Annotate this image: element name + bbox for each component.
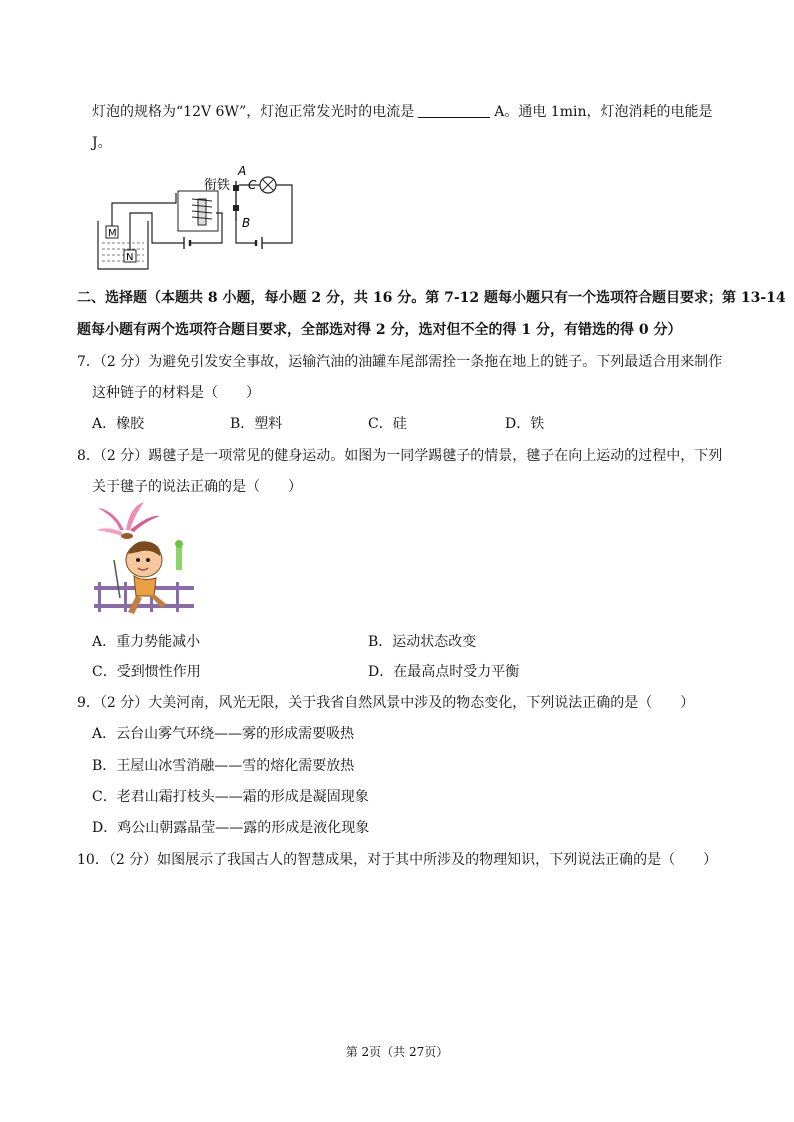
- q10-stem-line-1: 10．（2 分）如图展示了我国古人的智慧成果，对于其中所涉及的物理知识，下列说法正确的是（ ）: [77, 852, 718, 868]
- intro-text-a: 灯泡的规格为“12V 6W”，灯泡正常发光时的电流是: [92, 104, 415, 120]
- label-b: B: [242, 216, 251, 230]
- q8-stem-line-1: 8．（2 分）踢毽子是一项常见的健身运动。如图为一同学踢毽子的情景，毽子在向上运动的过程中，下列: [77, 448, 723, 464]
- q8-option-c[interactable]: C．受到惯性作用: [92, 664, 201, 680]
- q9-option-a[interactable]: A．云台山雾气环绕——雾的形成需要吸热: [92, 726, 355, 742]
- q9-option-d[interactable]: D．鸡公山朝露晶莹——露的形成是液化现象: [92, 820, 370, 836]
- shuttlecock-kicking-illustration: [94, 500, 194, 620]
- q7-stem-line-2: 这种链子的材料是（ ）: [92, 385, 260, 401]
- answer-blank[interactable]: [418, 103, 490, 118]
- label-armature: 衔铁: [204, 178, 231, 193]
- q8-option-a[interactable]: A．重力势能减小: [92, 634, 201, 650]
- q9-stem-line-1: 9．（2 分）大美河南，风光无限，关于我省自然风景中涉及的物态变化，下列说法正确的是（ ）: [77, 695, 695, 711]
- section2-heading-line-1: 二、选择题（本题共 8 小题，每小题 2 分，共 16 分。第 7-12 题每小题只有一个选项符合题目要求；第 13-14: [77, 290, 786, 306]
- q8-option-b[interactable]: B．运动状态改变: [368, 634, 477, 650]
- q7-option-b[interactable]: B．塑料: [230, 416, 283, 432]
- page-footer: 第 2页（共 27页）: [345, 1045, 449, 1059]
- intro-line-1: [92, 102, 713, 122]
- q7-option-c[interactable]: C．硅: [368, 416, 407, 432]
- q7-option-d[interactable]: D．铁: [505, 416, 545, 432]
- label-a: A: [238, 164, 247, 178]
- q8-stem-line-2: 关于毽子的说法正确的是（ ）: [92, 479, 302, 495]
- q7-stem-line-1: 7．（2 分）为避免引发安全事故，运输汽油的油罐车尾部需拴一条拖在地上的链子。下列最适合用来制作: [77, 354, 723, 370]
- q9-option-b[interactable]: B．王屋山冰雪消融——雪的熔化需要放热: [92, 758, 355, 774]
- label-m: M: [108, 228, 117, 239]
- label-c: C: [248, 178, 257, 192]
- q9-option-c[interactable]: C．老君山霜打枝头——霜的形成是凝固现象: [92, 789, 369, 805]
- label-n: N: [126, 252, 134, 263]
- q7-option-a[interactable]: A．橡胶: [92, 416, 145, 432]
- q8-option-d[interactable]: D．在最高点时受力平衡: [368, 664, 520, 680]
- intro-text-b: A。通电 1min，灯泡消耗的电能是: [494, 104, 713, 120]
- section2-heading-line-2: 题每小题有两个选项符合题目要求，全部选对得 2 分，选对但不全的得 1 分，有错选的得 0 分）: [77, 322, 682, 338]
- intro-line-2: J。: [92, 135, 112, 151]
- relay-circuit-diagram: [96, 163, 296, 273]
